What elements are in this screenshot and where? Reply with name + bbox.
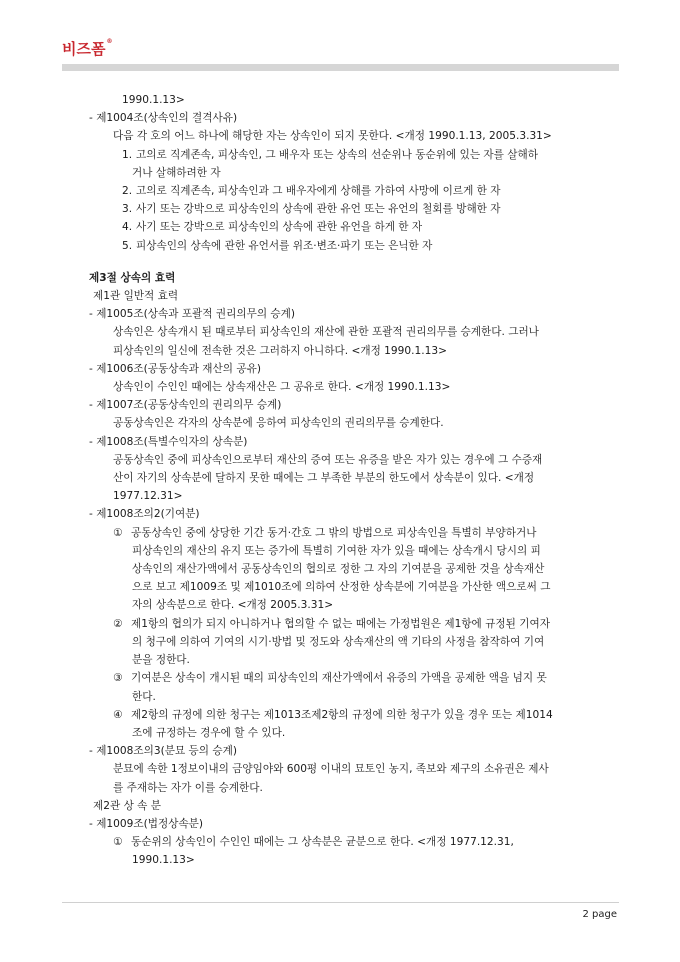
text-line: 를 주재하는 자가 이를 승계한다. (113, 781, 263, 794)
subsection-title: 제1관 일반적 효력 (93, 290, 179, 303)
list-item: 2. 고의로 직계존속, 피상속인과 그 배우자에게 상해를 가하여 사망에 이르게 한 자 (122, 185, 501, 198)
header-bar (62, 64, 619, 71)
text-line: 1990.1.13> (132, 854, 195, 867)
article-heading: - 제1006조(공동상속과 재산의 공유) (89, 362, 261, 375)
article-heading: - 제1008조의3(분묘 등의 승계) (89, 745, 237, 758)
list-item: 5. 피상속인의 상속에 관한 유언서를 위조·변조·파기 또는 은닉한 자 (122, 239, 433, 252)
text-line: 1977.12.31> (113, 490, 183, 503)
text-line: 분묘에 속한 1정보이내의 금양임야와 600평 이내의 묘토인 농지, 족보와 제구의 소유권은 제사 (113, 763, 549, 776)
text-line: 자의 상속분으로 한다. <개정 2005.3.31> (132, 599, 334, 612)
text-line: 공동상속인 중에 피상속인으로부터 재산의 증여 또는 유증을 받은 자가 있는 경우에 그 수증재 (113, 453, 543, 466)
text-line: 피상속인의 일신에 전속한 것은 그러하지 아니하다. <개정 1990.1.13> (113, 344, 447, 357)
text-line: 공동상속인은 각자의 상속분에 응하여 피상속인의 권리의무를 승계한다. (113, 417, 444, 430)
text-line: 피상속인의 재산의 유지 또는 증가에 특별히 기여한 자가 있을 때에는 상속개시 당시의 피 (132, 544, 541, 557)
text-line: 으로 보고 제1009조 및 제1010조에 의하여 산정한 상속분에 기여분을 가산한 액으로써 그 (132, 581, 551, 594)
list-item: 4. 사기 또는 강박으로 피상속인의 상속에 관한 유언을 하게 한 자 (122, 221, 423, 234)
text-line: 거나 살해하려한 자 (132, 166, 221, 179)
text-line: 다음 각 호의 어느 하나에 해당한 자는 상속인이 되지 못한다. <개정 1990.1.13, 2005.3.31> (113, 130, 552, 143)
article-heading: - 제1005조(상속과 포괄적 권리의무의 승계) (89, 308, 296, 321)
document-body (89, 91, 619, 870)
text-line: 1990.1.13> (122, 94, 185, 106)
text-line: 조에 규정하는 경우에 할 수 있다. (132, 726, 286, 739)
text-line: 한다. (132, 690, 156, 703)
list-item: ① 동순위의 상속인이 수인인 때에는 그 상속분은 균분으로 한다. <개정 1977.12.31, (113, 836, 514, 849)
text-line: 분을 정한다. (132, 654, 190, 667)
article-heading: - 제1004조(상속인의 결격사유) (89, 112, 238, 125)
bizform-logo: 비즈폼® (62, 38, 113, 58)
article-heading: - 제1008조(특별수익자의 상속분) (89, 435, 248, 448)
list-item: ④ 제2항의 규정에 의한 청구는 제1013조제2항의 규정에 의한 청구가 있을 경우 또는 제1014 (113, 708, 553, 721)
article-heading: - 제1007조(공동상속인의 권리의무 승계) (89, 399, 282, 412)
article-heading: - 제1008조의2(기여분) (89, 508, 200, 521)
footer-divider (62, 902, 619, 903)
list-item: ③ 기여분은 상속이 개시된 때의 피상속인의 재산가액에서 유증의 가액을 공제한 액을 넘지 못 (113, 672, 547, 685)
list-item: 1. 고의로 직계존속, 피상속인, 그 배우자 또는 상속의 선순위나 동순위에 있는 자를 살해하 (122, 148, 538, 161)
list-item: ① 공동상속인 중에 상당한 기간 동거·간호 그 밖의 방법으로 피상속인을 특별히 부양하거나 (113, 526, 537, 539)
text-line: 상속인이 수인인 때에는 상속재산은 그 공유로 한다. <개정 1990.1.13> (113, 381, 451, 394)
text-line: 산이 자기의 상속분에 달하지 못한 때에는 그 부족한 부분의 한도에서 상속분이 있다. <개정 (113, 472, 535, 485)
text-line: 상속인의 재산가액에서 공동상속인의 협의로 정한 그 자의 기여분을 공제한 것을 상속재산 (132, 563, 545, 576)
text-line: 의 청구에 의하여 기여의 시기·방법 및 정도와 상속재산의 액 기타의 사정을 참작하여 기여 (132, 635, 545, 648)
article-heading: - 제1009조(법정상속분) (89, 817, 204, 830)
list-item: ② 제1항의 협의가 되지 아니하거나 협의할 수 없는 때에는 가정법원은 제1항에 규정된 기여자 (113, 617, 550, 630)
list-item: 3. 사기 또는 강박으로 피상속인의 상속에 관한 유언 또는 유언의 철회를 방해한 자 (122, 203, 501, 216)
page-number: 2 page (582, 909, 617, 920)
section-title: 제3절 상속의 효력 (89, 271, 176, 284)
subsection-title: 제2관 상 속 분 (93, 799, 162, 812)
text-line: 상속인은 상속개시 된 때로부터 피상속인의 재산에 관한 포괄적 권리의무를 승계한다. 그러나 (113, 326, 539, 339)
